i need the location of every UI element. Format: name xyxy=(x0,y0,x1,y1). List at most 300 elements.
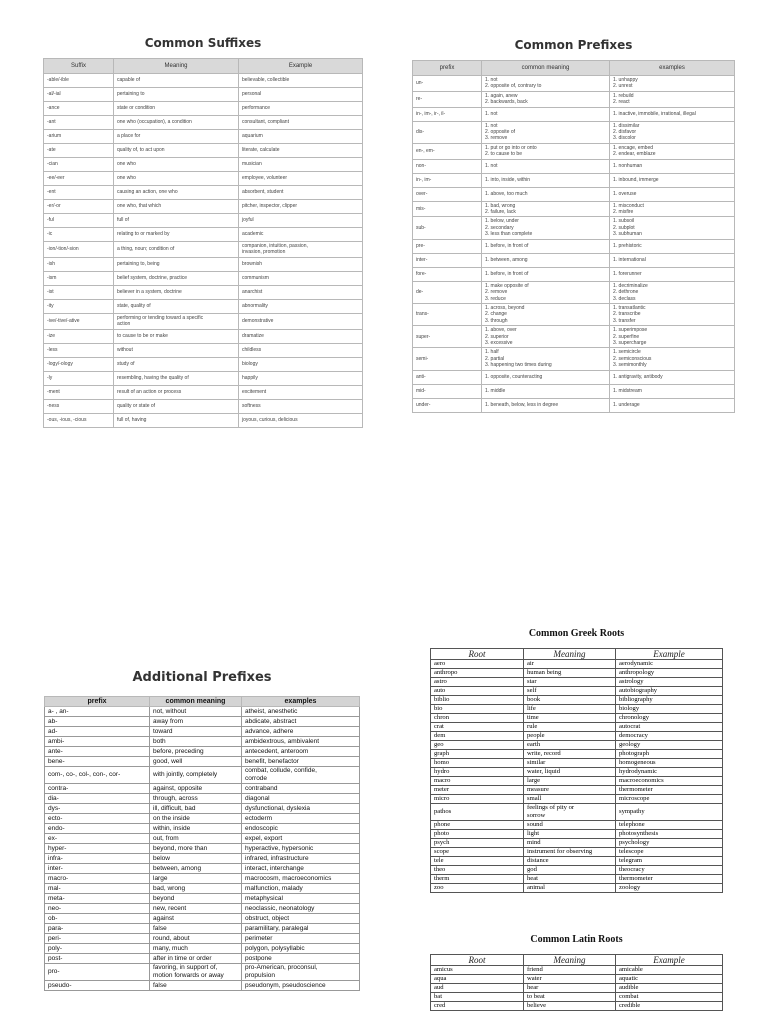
table-row xyxy=(45,717,360,727)
table-cell xyxy=(524,705,616,714)
cell-text: time xyxy=(527,714,539,721)
table-row xyxy=(431,705,723,714)
greek-roots-title: Common Greek Roots xyxy=(528,628,625,639)
table-cell xyxy=(482,384,610,398)
table-cell xyxy=(616,795,723,804)
table-cell xyxy=(242,914,360,924)
column-header: Root xyxy=(431,649,524,660)
cell-text: contraband xyxy=(245,784,278,792)
table-row xyxy=(431,875,723,884)
table-cell xyxy=(150,924,242,934)
table-cell xyxy=(242,824,360,834)
table-cell xyxy=(150,894,242,904)
cell-text: 1. again, anew xyxy=(485,92,518,99)
cell-text: book xyxy=(527,696,541,703)
table-cell xyxy=(44,271,114,285)
cell-text: expel, export xyxy=(245,834,283,842)
cell-text: -ance xyxy=(47,105,60,112)
cell-text: crat xyxy=(434,723,444,730)
cell-text: literate, calculate xyxy=(242,147,280,154)
table-row xyxy=(45,784,360,794)
table-row xyxy=(44,329,363,343)
cell-text: sound xyxy=(527,821,543,828)
cell-text: metaphysical xyxy=(245,894,283,902)
table-row xyxy=(431,768,723,777)
table-cell xyxy=(114,172,239,186)
table-cell xyxy=(150,707,242,717)
cell-text: amicable xyxy=(619,966,643,973)
cell-text: beyond xyxy=(153,894,175,902)
cell-text: against, opposite xyxy=(153,784,203,792)
cell-text: water, liquid xyxy=(527,768,561,775)
table-cell xyxy=(45,874,150,884)
table-row xyxy=(44,313,363,329)
cell-text: -er/-or xyxy=(47,203,61,210)
cell-text: -ful xyxy=(47,217,54,224)
cell-text: 1. underage xyxy=(613,401,640,408)
table-cell xyxy=(616,669,723,678)
prefixes-panel xyxy=(412,38,735,413)
table-cell xyxy=(150,944,242,954)
table-cell xyxy=(610,303,735,325)
table-cell xyxy=(610,217,735,239)
cell-text: self xyxy=(527,687,537,694)
table-row xyxy=(44,228,363,242)
table-row xyxy=(44,371,363,385)
cell-text: scope xyxy=(434,848,450,855)
table-cell xyxy=(482,370,610,384)
cell-text: geology xyxy=(619,741,641,748)
table-cell xyxy=(524,830,616,839)
cell-text: -ous, -ious, -cious xyxy=(47,416,87,423)
cell-text: a thing, noun; condition of xyxy=(117,246,175,253)
table-cell xyxy=(242,784,360,794)
table-row xyxy=(45,884,360,894)
table-cell xyxy=(114,313,239,329)
cell-text: anthropo xyxy=(434,669,458,676)
cell-text: 1. inactive, immobile, irrational, illegal xyxy=(613,110,696,117)
cell-text: -ment xyxy=(47,388,60,395)
cell-text: a place for xyxy=(117,133,141,140)
cell-text: 2. dethrone xyxy=(613,289,639,296)
suffixes-table xyxy=(43,58,363,428)
column-header: prefix xyxy=(413,61,482,76)
table-cell xyxy=(524,875,616,884)
cell-text: diagonal xyxy=(245,794,270,802)
cell-text: one who xyxy=(117,175,136,182)
cell-text: -ity xyxy=(47,303,54,310)
table-cell xyxy=(45,834,150,844)
cell-text: de- xyxy=(416,289,424,296)
cell-text: autobiography xyxy=(619,687,658,694)
cell-text: away from xyxy=(153,717,183,725)
table-row xyxy=(45,964,360,981)
cell-text: dis- xyxy=(416,129,425,136)
table-cell xyxy=(242,864,360,874)
table-cell xyxy=(150,727,242,737)
table-cell xyxy=(413,121,482,143)
cell-text: 2. semiconscious xyxy=(613,355,652,362)
table-cell xyxy=(524,839,616,848)
table-row xyxy=(413,76,735,92)
cell-text: telegram xyxy=(619,857,643,864)
table-cell xyxy=(524,975,616,984)
cell-text: chronology xyxy=(619,714,650,721)
table-cell xyxy=(616,848,723,857)
table-cell xyxy=(45,784,150,794)
table-cell xyxy=(616,777,723,786)
cell-text: distance xyxy=(527,857,549,864)
table-row xyxy=(44,285,363,299)
cell-text: pitcher, inspector, clipper xyxy=(242,203,298,210)
table-cell xyxy=(610,159,735,173)
prefixes-table xyxy=(412,60,735,413)
cell-text: 2. transcribe xyxy=(613,311,641,318)
table-cell xyxy=(114,88,239,102)
table-cell xyxy=(45,884,150,894)
table-cell xyxy=(114,399,239,413)
cell-text: antecedent, anteroom xyxy=(245,747,309,755)
table-cell xyxy=(524,1002,616,1011)
cell-text: dramatize xyxy=(242,332,264,339)
cell-text: credible xyxy=(619,1002,641,1009)
cell-text: 1. semicircle xyxy=(613,349,641,356)
cell-text: to beat xyxy=(527,993,545,1000)
table-cell xyxy=(114,228,239,242)
cell-text: infrared, infrastructure xyxy=(245,854,309,862)
cell-text: peri- xyxy=(48,934,62,942)
cell-text: 1. decriminalize xyxy=(613,282,648,289)
table-row xyxy=(413,201,735,217)
table-cell xyxy=(431,741,524,750)
cell-text: 3. subhuman xyxy=(613,231,642,238)
table-cell xyxy=(45,824,150,834)
table-cell xyxy=(431,777,524,786)
cell-text: mis- xyxy=(416,205,426,212)
column-header: Suffix xyxy=(44,59,114,74)
table-cell xyxy=(616,660,723,669)
table-cell xyxy=(482,76,610,92)
table-cell xyxy=(242,707,360,717)
table-cell xyxy=(239,313,363,329)
table-row xyxy=(44,242,363,258)
cell-text: one who, that which xyxy=(117,203,162,210)
table-row xyxy=(431,1002,723,1011)
table-cell xyxy=(44,158,114,172)
table-cell xyxy=(242,727,360,737)
cell-text: bibliography xyxy=(619,696,653,703)
table-cell xyxy=(44,102,114,116)
table-cell xyxy=(431,821,524,830)
cell-text: 1. above, too much xyxy=(485,190,528,197)
table-cell xyxy=(610,143,735,159)
table-cell xyxy=(114,385,239,399)
table-cell xyxy=(242,747,360,757)
cell-text: propulsion xyxy=(245,972,275,979)
cell-text: hyper- xyxy=(48,844,67,852)
table-cell xyxy=(431,875,524,884)
cell-text: 1. not xyxy=(485,77,498,83)
cell-text: 1. into, inside, within xyxy=(485,176,531,183)
cell-text: round, about xyxy=(153,934,190,942)
table-row xyxy=(431,696,723,705)
cell-text: similar xyxy=(527,759,546,766)
cell-text: 1. beneath, below, less in degree xyxy=(485,401,559,408)
cell-text: neo- xyxy=(48,904,62,912)
table-cell xyxy=(114,200,239,214)
table-cell xyxy=(114,329,239,343)
column-header: Meaning xyxy=(524,955,616,966)
cell-text: ambidextrous, ambivalent xyxy=(245,737,320,745)
table-cell xyxy=(45,727,150,737)
cell-text: astro xyxy=(434,678,447,685)
cell-text: personal xyxy=(242,91,262,98)
table-cell xyxy=(45,717,150,727)
table-row xyxy=(431,975,723,984)
table-cell xyxy=(610,370,735,384)
table-cell xyxy=(610,267,735,281)
table-row xyxy=(431,723,723,732)
cell-text: advance, adhere xyxy=(245,727,294,735)
table-cell xyxy=(524,777,616,786)
cell-text: graph xyxy=(434,750,450,757)
table-row xyxy=(431,750,723,759)
cell-text: 1. middle xyxy=(485,387,506,394)
table-cell xyxy=(239,271,363,285)
cell-text: over- xyxy=(416,190,428,197)
table-cell xyxy=(610,121,735,143)
table-cell xyxy=(239,144,363,158)
cell-text: a- , an- xyxy=(48,707,69,715)
cell-text: new, recent xyxy=(153,904,187,912)
table-cell xyxy=(413,76,482,92)
cell-text: 1. misconduct xyxy=(613,202,644,209)
table-cell xyxy=(45,854,150,864)
table-row xyxy=(431,786,723,795)
cell-text: companion, intuition, passion, xyxy=(242,243,308,249)
cell-text: softness xyxy=(242,402,261,409)
table-cell xyxy=(524,669,616,678)
table-cell xyxy=(150,954,242,964)
cell-text: pseudo- xyxy=(48,981,72,989)
table-cell xyxy=(413,107,482,121)
cell-text: anarchist xyxy=(242,289,263,296)
cell-text: 2. misfire xyxy=(613,209,634,216)
table-cell xyxy=(44,242,114,258)
cell-text: 1. encage, embed xyxy=(613,144,654,151)
table-row xyxy=(431,678,723,687)
table-cell xyxy=(45,737,150,747)
table-row xyxy=(431,839,723,848)
cell-text: theo xyxy=(434,866,446,873)
table-cell xyxy=(114,343,239,357)
cell-text: -able/-ible xyxy=(47,77,69,84)
table-cell xyxy=(482,398,610,412)
table-cell xyxy=(431,714,524,723)
table-cell xyxy=(114,242,239,258)
table-row xyxy=(413,348,735,370)
cell-text: photosynthesis xyxy=(619,830,659,837)
cell-text: 1. forerunner xyxy=(613,270,642,277)
cell-text: motion forwards or away xyxy=(153,972,224,979)
table-cell xyxy=(45,844,150,854)
cell-text: dia- xyxy=(48,794,59,802)
table-row xyxy=(44,399,363,413)
table-cell xyxy=(239,329,363,343)
column-header: Example xyxy=(239,59,363,74)
table-cell xyxy=(524,848,616,857)
table-cell xyxy=(610,326,735,348)
table-cell xyxy=(45,757,150,767)
table-cell xyxy=(45,804,150,814)
table-cell xyxy=(239,299,363,313)
table-row xyxy=(45,757,360,767)
table-cell xyxy=(616,714,723,723)
table-row xyxy=(44,144,363,158)
table-cell xyxy=(44,399,114,413)
cell-text: photo xyxy=(434,830,450,837)
table-cell xyxy=(239,285,363,299)
cell-text: -less xyxy=(47,346,58,353)
column-header: examples xyxy=(610,61,735,76)
cell-text: 3. less than complete xyxy=(485,231,533,238)
table-cell xyxy=(242,794,360,804)
table-cell xyxy=(431,839,524,848)
cell-text: false xyxy=(153,981,167,989)
table-row xyxy=(45,981,360,991)
cell-text: -ent xyxy=(47,189,56,196)
table-cell xyxy=(44,74,114,88)
cell-text: autocrat xyxy=(619,723,641,730)
cell-text: in-, im-, ir-, il- xyxy=(416,110,446,117)
table-cell xyxy=(431,768,524,777)
table-row xyxy=(44,299,363,313)
table-cell xyxy=(114,413,239,427)
table-row xyxy=(44,102,363,116)
table-cell xyxy=(239,116,363,130)
table-cell xyxy=(413,303,482,325)
cell-text: post- xyxy=(48,954,63,962)
cell-text: anthropology xyxy=(619,669,655,676)
table-cell xyxy=(610,107,735,121)
cell-text: out, from xyxy=(153,834,179,842)
cell-text: result of an action or process xyxy=(117,388,182,395)
table-row xyxy=(431,966,723,975)
cell-text: ill, difficult, bad xyxy=(153,804,196,812)
cell-text: star xyxy=(527,678,537,685)
cell-text: absorbent, student xyxy=(242,189,284,196)
table-row xyxy=(45,824,360,834)
cell-text: theocracy xyxy=(619,866,645,873)
table-cell xyxy=(45,894,150,904)
cell-text: auto xyxy=(434,687,446,694)
latin-roots-body xyxy=(431,966,723,1011)
cell-text: inter- xyxy=(416,256,428,263)
cell-text: many, much xyxy=(153,944,188,952)
table-row xyxy=(45,954,360,964)
table-cell xyxy=(114,186,239,200)
table-row xyxy=(45,944,360,954)
cell-text: 1. superimpose xyxy=(613,327,648,334)
cell-text: interact, interchange xyxy=(245,864,304,872)
cell-text: bene- xyxy=(48,757,65,765)
cell-text: life xyxy=(527,705,536,712)
table-cell xyxy=(616,821,723,830)
cell-text: obstruct, object xyxy=(245,914,290,922)
table-cell xyxy=(413,173,482,187)
table-cell xyxy=(524,993,616,1002)
cell-text: dysfunctional, dyslexia xyxy=(245,804,311,812)
table-row xyxy=(45,854,360,864)
cell-text: contra- xyxy=(48,784,69,792)
cell-text: aquarium xyxy=(242,133,263,140)
table-cell xyxy=(616,732,723,741)
table-cell xyxy=(150,864,242,874)
cell-text: -arium xyxy=(47,133,62,140)
table-cell xyxy=(45,934,150,944)
cell-text: pro-American, proconsul, xyxy=(245,964,318,971)
cell-text: 1. not xyxy=(485,110,498,117)
table-cell xyxy=(114,74,239,88)
cell-text: 1. half xyxy=(485,349,499,356)
cell-text: large xyxy=(527,777,541,784)
cell-text: one who xyxy=(117,161,136,168)
cell-text: macrocosm, macroeconomics xyxy=(245,874,332,882)
cell-text: perimeter xyxy=(245,934,273,942)
table-row xyxy=(44,88,363,102)
cell-text: -ant xyxy=(47,119,56,126)
cell-text: en-, em- xyxy=(416,148,435,155)
cell-text: 1. above, over xyxy=(485,327,517,334)
table-cell xyxy=(413,281,482,303)
cell-text: endoscopic xyxy=(245,824,278,832)
cell-text: amicus xyxy=(434,966,453,973)
cell-text: people xyxy=(527,732,545,739)
table-cell xyxy=(114,158,239,172)
table-cell xyxy=(239,228,363,242)
cell-text: audible xyxy=(619,984,639,991)
table-row xyxy=(413,303,735,325)
cell-text: 3. supercharge xyxy=(613,339,647,346)
table-cell xyxy=(413,143,482,159)
table-cell xyxy=(242,834,360,844)
column-header: Meaning xyxy=(524,649,616,660)
table-cell xyxy=(431,1002,524,1011)
cell-text: 1. nonhuman xyxy=(613,162,643,169)
table-cell xyxy=(44,186,114,200)
column-header: prefix xyxy=(45,697,150,707)
table-cell xyxy=(150,767,242,784)
table-cell xyxy=(150,884,242,894)
cell-text: -ness xyxy=(47,402,60,409)
cell-text: pertaining to xyxy=(117,91,145,98)
table-row xyxy=(413,384,735,398)
cell-text: favoring, in support of, xyxy=(153,964,218,971)
cell-text: 3. transfer xyxy=(613,317,636,324)
table-cell xyxy=(150,737,242,747)
table-row xyxy=(431,687,723,696)
cell-text: mid- xyxy=(416,387,426,394)
table-row xyxy=(44,130,363,144)
table-cell xyxy=(616,759,723,768)
cell-text: instrument for observing xyxy=(527,848,593,855)
table-cell xyxy=(242,884,360,894)
cell-text: ecto- xyxy=(48,814,63,822)
cell-text: 2. failure, lack xyxy=(485,209,516,216)
table-cell xyxy=(413,398,482,412)
cell-text: friend xyxy=(527,966,543,973)
table-cell xyxy=(431,678,524,687)
